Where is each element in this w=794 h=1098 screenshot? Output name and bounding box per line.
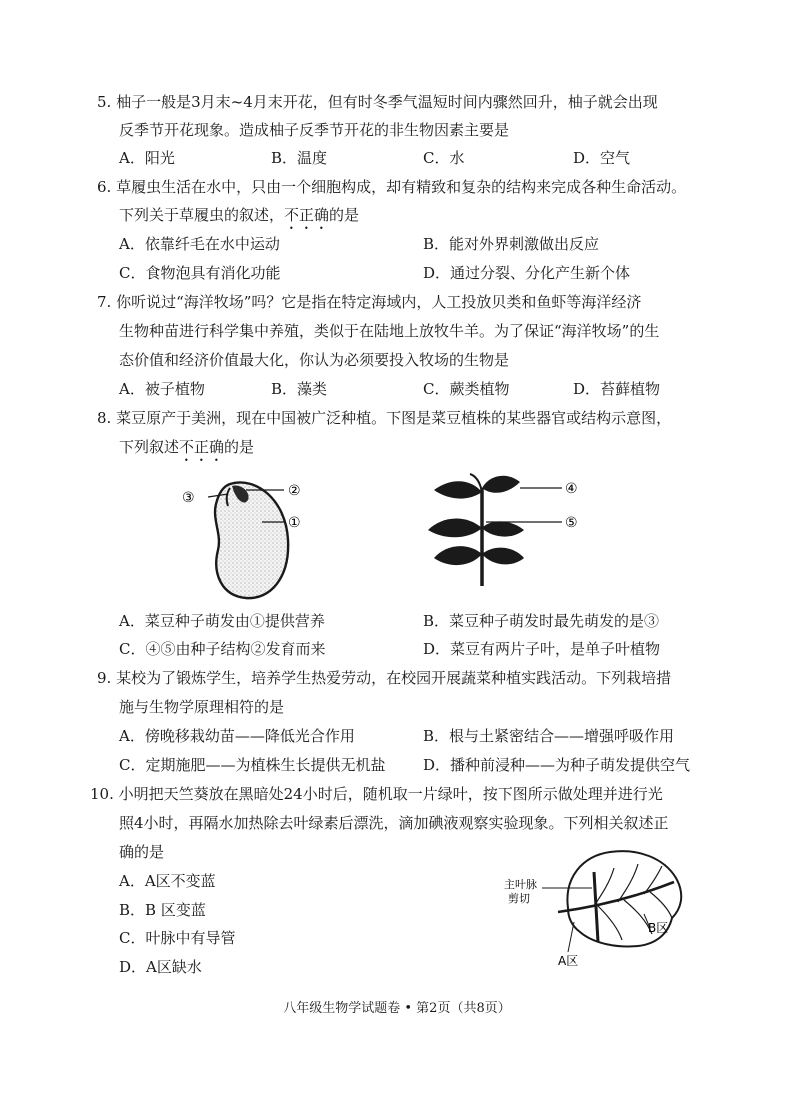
question-9-line-1 [97, 668, 671, 688]
plant-leaf [482, 476, 520, 493]
q5-option-a: A．阳光 [119, 149, 175, 167]
leaf-experiment-figure [498, 848, 698, 968]
q10-option-a: A．A区不变蓝 [119, 872, 216, 890]
q6-option-b: B．能对外界刺激做出反应 [423, 235, 600, 253]
q5-option-d: D．空气 [573, 149, 631, 167]
emphasis-text: 不正确 [179, 438, 225, 456]
question-number: 8. [97, 409, 112, 427]
plant-leaf [482, 521, 524, 536]
question-6-line-1 [97, 177, 686, 197]
question-5-line-1 [97, 92, 658, 112]
question-6-line-2 [119, 205, 359, 233]
question-text: 菜豆原产于美洲，现在中国被广泛种植。下图是菜豆植株的某些器官或结构示意图， [116, 409, 672, 427]
plant-leaf [428, 518, 482, 537]
question-number: 5. [97, 93, 112, 111]
question-10-line-3: 确的是 [119, 843, 165, 861]
plant-label-5: ⑤ [565, 515, 578, 531]
question-8-line-1 [97, 408, 671, 428]
question-text: 草履虫生活在水中，只由一个细胞构成，却有精致和复杂的结构来完成各种生命活动。 [116, 178, 687, 196]
q5-option-c: C．水 [423, 149, 465, 167]
leaf-label-area-b: B区 [648, 921, 669, 935]
q8-option-a: A．菜豆种子萌发由①提供营养 [119, 612, 325, 630]
q9-option-a: A．傍晚移栽幼苗——降低光合作用 [119, 727, 355, 745]
question-number: 7. [97, 293, 112, 311]
page-footer: 八年级生物学试题卷 • 第2页（共8页） [283, 1001, 511, 1016]
q7-option-a: A．被子植物 [119, 380, 205, 398]
bean-plant-figure [420, 468, 590, 588]
leaf-label-cut-line1: 主叶脉 [504, 878, 537, 891]
q10-option-c: C．叶脉中有导管 [119, 929, 236, 947]
plant-label-4: ④ [565, 481, 578, 497]
q9-option-c: C．定期施肥——为植株生长提供无机盐 [119, 756, 386, 774]
plant-leaf [482, 548, 524, 565]
q5-option-b: B．温度 [271, 149, 328, 167]
question-text: 下列关于草履虫的叙述， [119, 206, 285, 224]
bean-seed-figure [176, 470, 316, 605]
question-number: 10. [90, 785, 114, 803]
q7-option-d: D．苔藓植物 [573, 380, 661, 398]
question-text: 小明把天竺葵放在黑暗处24小时后，随机取一片绿叶，按下图所示做处理并进行光 [118, 785, 663, 803]
leaf-label-area-a: A区 [558, 954, 579, 968]
q7-option-c: C．蕨类植物 [423, 380, 510, 398]
leaf-pointer-a [568, 922, 574, 952]
question-9-line-2: 施与生物学原理相符的是 [119, 698, 285, 716]
q9-option-b: B．根与土紧密结合——增强呼吸作用 [423, 727, 675, 745]
question-text: 某校为了锻炼学生，培养学生热爱劳动，在校园开展蔬菜种植实践活动。下列栽培措 [116, 669, 672, 687]
q8-option-b: B．菜豆种子萌发时最先萌发的是③ [423, 612, 660, 630]
emphasis-text: 不正确 [284, 206, 330, 224]
q7-option-b: B．藻类 [271, 380, 328, 398]
q8-option-d: D．菜豆有两片子叶，是单子叶植物 [423, 640, 661, 658]
question-8-line-2 [119, 437, 254, 465]
question-text: 的是 [224, 438, 255, 456]
question-5-line-2: 反季节开花现象。造成柚子反季节开花的非生物因素主要是 [119, 121, 510, 139]
q10-option-d: D．A区缺水 [119, 958, 202, 976]
plant-leaf [434, 546, 482, 565]
question-text: 你听说过“海洋牧场”吗？它是指在特定海域内，人工投放贝类和鱼虾等海洋经济 [116, 293, 642, 311]
q6-option-d: D．通过分裂、分化产生新个体 [423, 264, 631, 282]
seed-label-1: ① [288, 515, 301, 531]
question-text: 下列叙述 [119, 438, 180, 456]
question-10-line-2: 照4小时，再隔水加热除去叶绿素后漂洗，滴加碘液观察实验现象。下列相关叙述正 [119, 814, 669, 832]
q9-option-d: D．播种前浸种——为种子萌发提供空气 [423, 756, 691, 774]
question-7-line-2: 生物种苗进行科学集中养殖，类似于在陆地上放牧牛羊。为了保证“海洋牧场”的生 [119, 322, 660, 340]
question-7-line-3: 态价值和经济价值最大化，你认为必须要投入牧场的生物是 [119, 351, 510, 369]
q6-option-c: C．食物泡具有消化功能 [119, 264, 281, 282]
question-10-line-1 [90, 784, 663, 804]
q10-option-b: B．B 区变蓝 [119, 901, 206, 919]
seed-label-3: ③ [182, 490, 195, 506]
q8-option-c: C．④⑤由种子结构②发育而来 [119, 640, 326, 658]
question-7-line-1 [97, 292, 641, 312]
question-number: 6. [97, 178, 112, 196]
question-text: 柚子一般是3月末~4月末开花，但有时冬季气温短时间内骤然回升，柚子就会出现 [116, 93, 658, 111]
q6-option-a: A．依靠纤毛在水中运动 [119, 235, 280, 253]
seed-label-2: ② [288, 483, 301, 499]
plant-leaf [434, 481, 482, 498]
question-number: 9. [97, 669, 112, 687]
question-text: 的是 [329, 206, 360, 224]
leaf-label-cut-line2: 剪切 [508, 892, 530, 905]
